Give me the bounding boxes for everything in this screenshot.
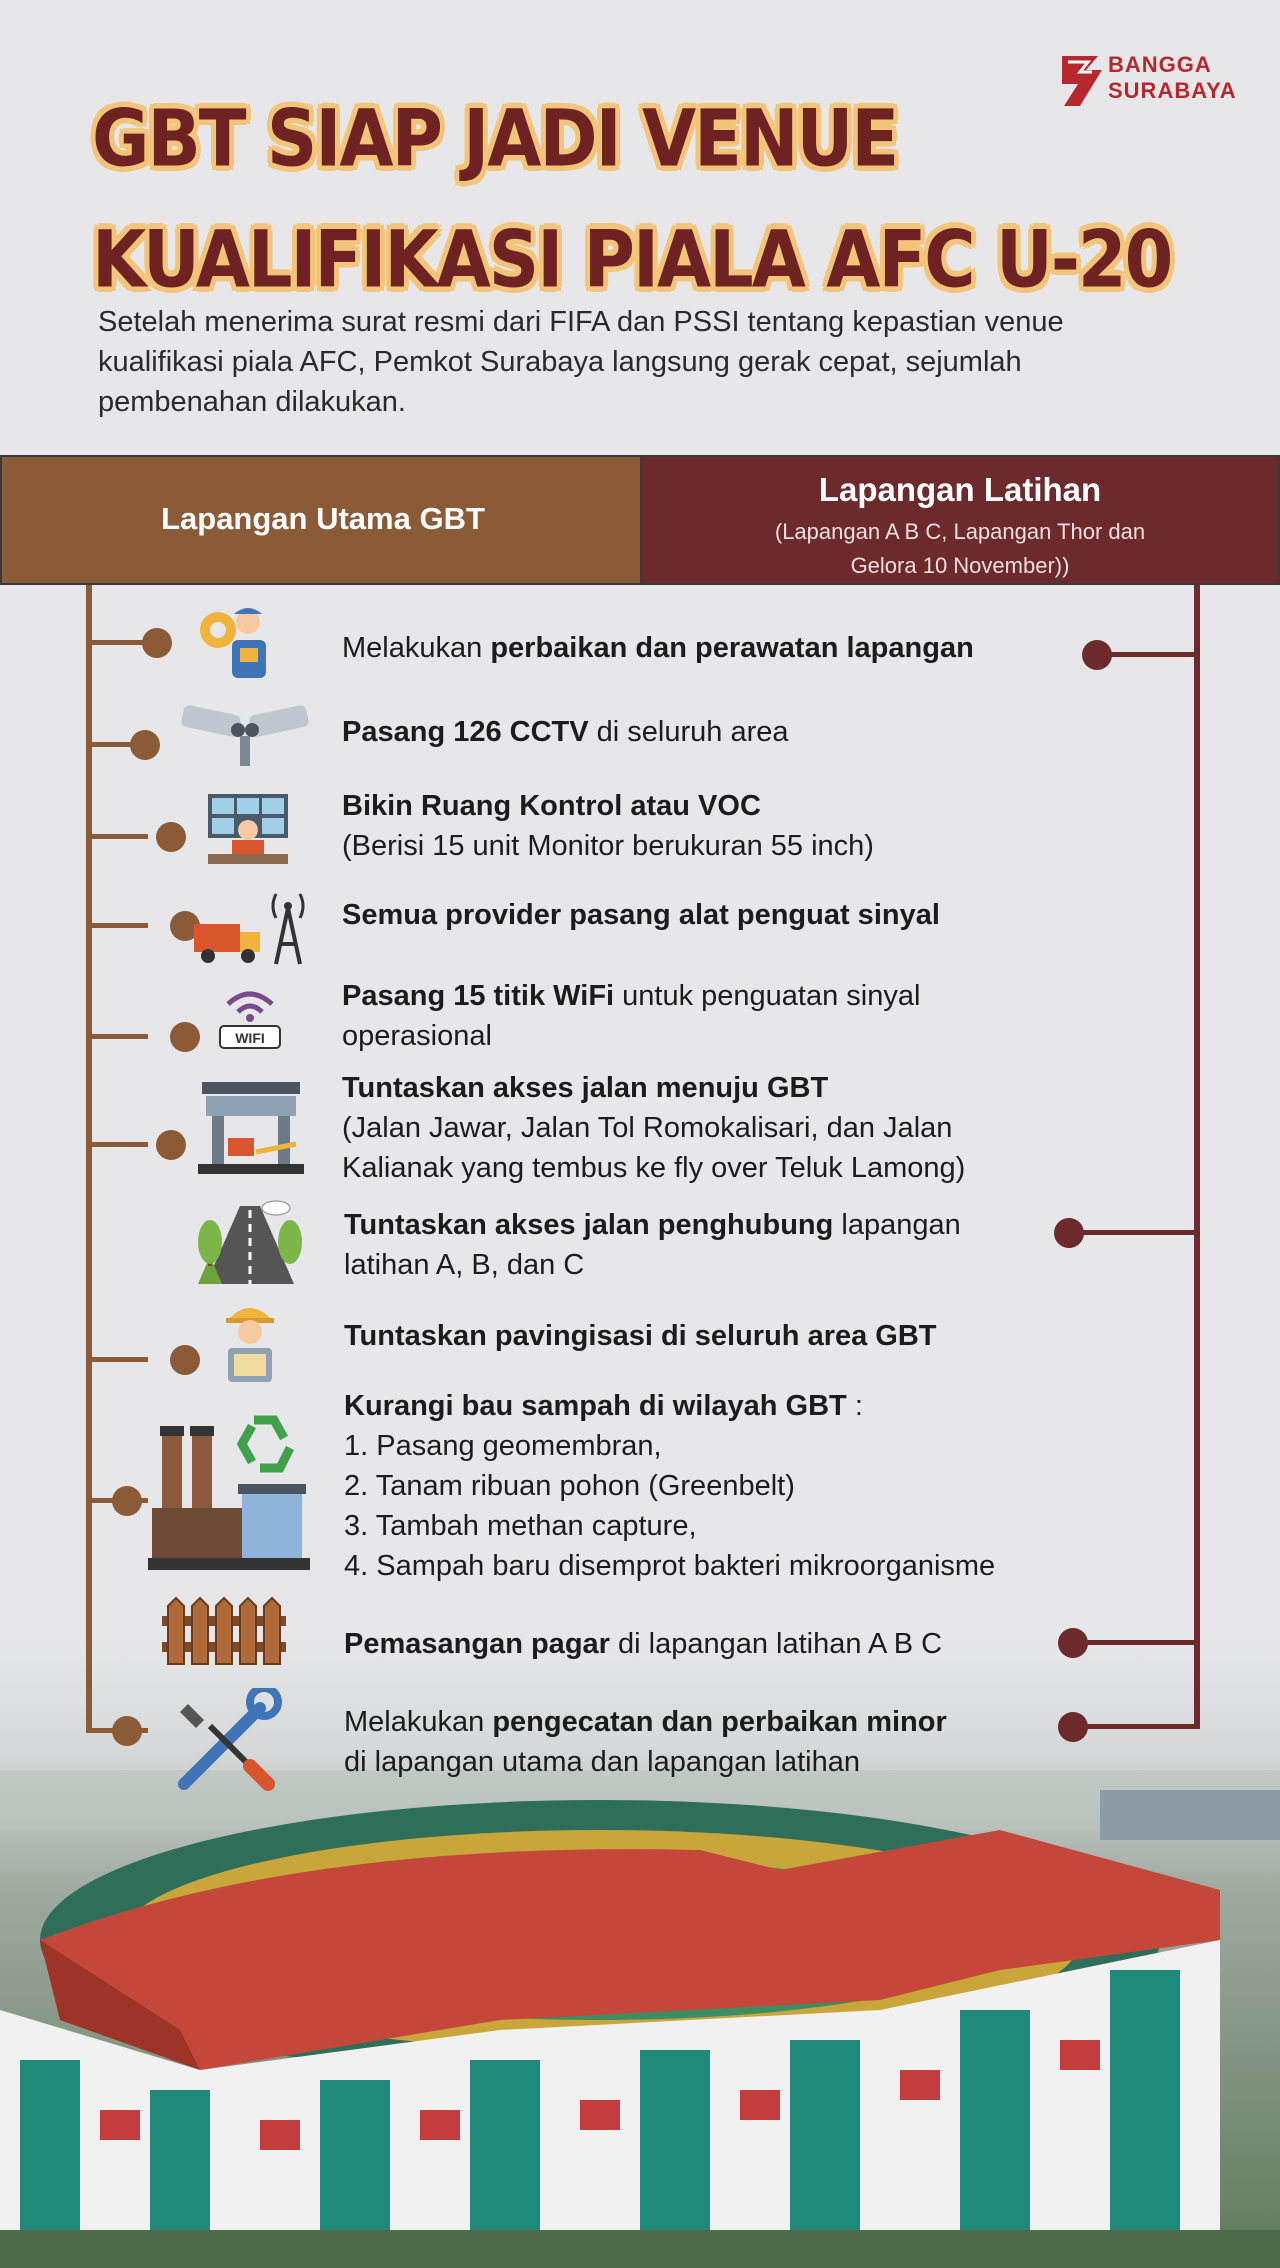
recycle-factory-icon [146, 1408, 312, 1574]
connector-left [86, 1357, 148, 1362]
list-item: 4. Sampah baru disemprot bakteri mikroorganisme [344, 1550, 996, 1582]
connector-dot-left [156, 1130, 186, 1160]
page-title [92, 78, 1192, 320]
connector-dot-right [1058, 1628, 1088, 1658]
logo-line2: SURABAYA [1108, 78, 1237, 103]
item-paving [344, 1316, 937, 1356]
list-item: 2. Tanam ribuan pohon (Greenbelt) [344, 1470, 795, 1502]
connector-dot-left [142, 628, 172, 658]
connector-dot-right [1082, 640, 1112, 670]
title-line2: KUALIFIKASI PIALA AFC U-20 [92, 213, 1172, 306]
item-post: : [846, 1390, 863, 1422]
item-bold: Tuntaskan akses jalan menuju GBT [342, 1072, 829, 1104]
column-header-training-sub: (Lapangan A B C, Lapangan Thor dan Gelora 10 November)) [774, 519, 1146, 578]
tools-icon [170, 1688, 282, 1796]
item-wifi [342, 976, 920, 1056]
connector-dot-right [1054, 1218, 1084, 1248]
item-post: di lapangan latihan A B C [609, 1628, 943, 1660]
connector-dot-left [112, 1486, 142, 1516]
connector-left [86, 640, 148, 645]
timeline-training-field [1194, 585, 1200, 1725]
mechanic-icon [196, 602, 288, 682]
connector-dot-right [1058, 1712, 1088, 1742]
item-sub: operasional [342, 1020, 492, 1052]
item-bold: Kurangi bau sampah di wilayah GBT [344, 1390, 847, 1422]
item-sub2: Kalianak yang tembus ke fly over Teluk Lamong) [342, 1152, 966, 1184]
connector-dot-left [170, 1345, 200, 1375]
item-waste-odor [344, 1386, 995, 1586]
cctv-icon [178, 700, 312, 770]
item-control-room [342, 786, 874, 866]
connector-dot-left [130, 730, 160, 760]
item-bold: Pemasangan pagar [344, 1628, 610, 1660]
item-bold: Bikin Ruang Kontrol atau VOC [342, 790, 761, 822]
title-line1: GBT SIAP JADI VENUE [92, 92, 898, 185]
connector-left [86, 1034, 148, 1039]
item-road-access [342, 1068, 965, 1188]
column-header-training-field [640, 455, 1280, 585]
connector-dot-left [170, 1022, 200, 1052]
item-bold: pengecatan dan perbaikan minor [492, 1706, 947, 1738]
item-bold: Pasang 15 titik WiFi [342, 980, 615, 1012]
item-bold: Tuntaskan pavingisasi di seluruh area GBT [344, 1320, 937, 1352]
connector-left [86, 834, 148, 839]
item-painting [344, 1702, 947, 1782]
list-item: 3. Tambah methan capture, [344, 1510, 697, 1542]
wifi-icon [214, 984, 286, 1050]
item-cctv [342, 712, 789, 752]
connector-right [1070, 1230, 1200, 1235]
signal-tower-icon [190, 888, 310, 966]
connector-right [1074, 1724, 1200, 1729]
connector-dot-left [156, 822, 186, 852]
item-bold: Tuntaskan akses jalan penghubung [344, 1209, 834, 1241]
item-sub: (Jalan Jawar, Jalan Tol Romokalisari, dan Jalan [342, 1112, 953, 1144]
connector-dot-left [112, 1716, 142, 1746]
item-connector-road [344, 1205, 961, 1285]
svg-text:WIFI: WIFI [235, 1030, 265, 1046]
road-icon [196, 1196, 304, 1286]
connector-left [86, 923, 148, 928]
item-sub: di lapangan utama dan lapangan latihan [344, 1746, 860, 1778]
connector-left [86, 1142, 148, 1147]
item-pre: Melakukan [344, 1706, 493, 1738]
item-sub: latihan A, B, dan C [344, 1249, 585, 1281]
column-header-main-label: Lapangan Utama GBT [161, 501, 485, 536]
item-bold: perbaikan dan perawatan lapangan [490, 632, 974, 664]
timeline-main-field [86, 585, 92, 1733]
item-sub: (Berisi 15 unit Monitor berukuran 55 inch) [342, 830, 874, 862]
item-pre: Melakukan [342, 632, 491, 664]
worker-icon [220, 1298, 280, 1384]
item-field-repair [342, 628, 974, 668]
item-signal-booster [342, 895, 940, 935]
item-bold: Pasang 126 CCTV [342, 716, 589, 748]
list-item: 1. Pasang geomembran, [344, 1430, 662, 1462]
item-bold: Semua provider pasang alat penguat sinyal [342, 899, 940, 931]
connector-right [1074, 1640, 1200, 1645]
item-post: di seluruh area [588, 716, 789, 748]
fence-icon [162, 1592, 286, 1666]
control-room-icon [206, 792, 290, 866]
item-fence [344, 1624, 942, 1664]
column-header-training-label: Lapangan Latihan [818, 471, 1102, 508]
column-header-main-field [0, 455, 642, 585]
logo-line1: BANGGA [1108, 52, 1212, 77]
item-post: lapangan [833, 1209, 961, 1241]
toll-gate-icon [198, 1078, 304, 1174]
item-post: untuk penguatan sinyal [614, 980, 921, 1012]
intro-text: Setelah menerima surat resmi dari FIFA dan PSSI tentang kepastian venue kualifikasi piala AFC, Pemkot Surabaya langsung gerak cepat, sejumlah pembenahan dilakukan. [98, 306, 1064, 418]
